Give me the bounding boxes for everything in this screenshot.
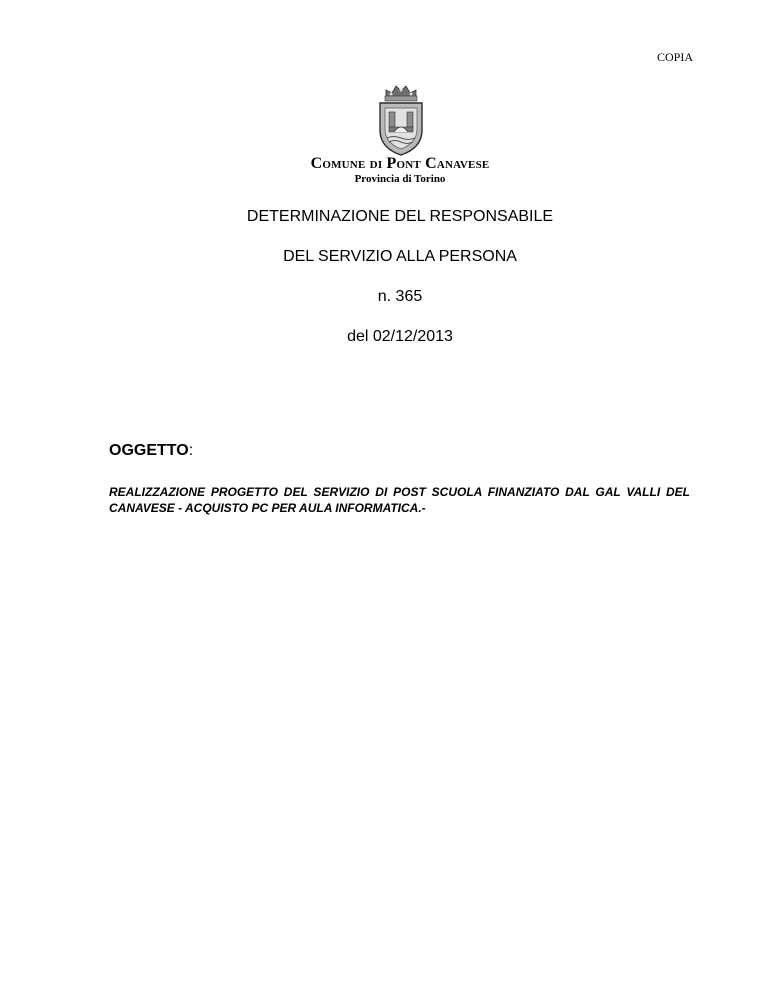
determination-date: del 02/12/2013 xyxy=(347,328,453,345)
province-name: Provincia di Torino xyxy=(354,173,446,185)
determination-number: n. 365 xyxy=(377,288,423,305)
municipal-coat-of-arms-icon xyxy=(376,82,426,158)
municipality-name: Comune di Pont Canavese xyxy=(310,155,490,172)
copy-label: COPIA xyxy=(656,50,693,64)
subject-label: OGGETTO xyxy=(109,442,189,459)
subject-colon: : xyxy=(188,442,194,459)
title-line-1: DETERMINAZIONE DEL RESPONSABILE xyxy=(246,208,554,225)
title-line-2: DEL SERVIZIO ALLA PERSONA xyxy=(283,248,517,265)
subject-heading xyxy=(109,442,193,460)
subject-text: REALIZZAZIONE PROGETTO DEL SERVIZIO DI POST SCUOLA FINANZIATO DAL GAL VALLI DEL CANAVESE - ACQUISTO PC PER AULA INFORMATICA.- xyxy=(109,485,690,515)
